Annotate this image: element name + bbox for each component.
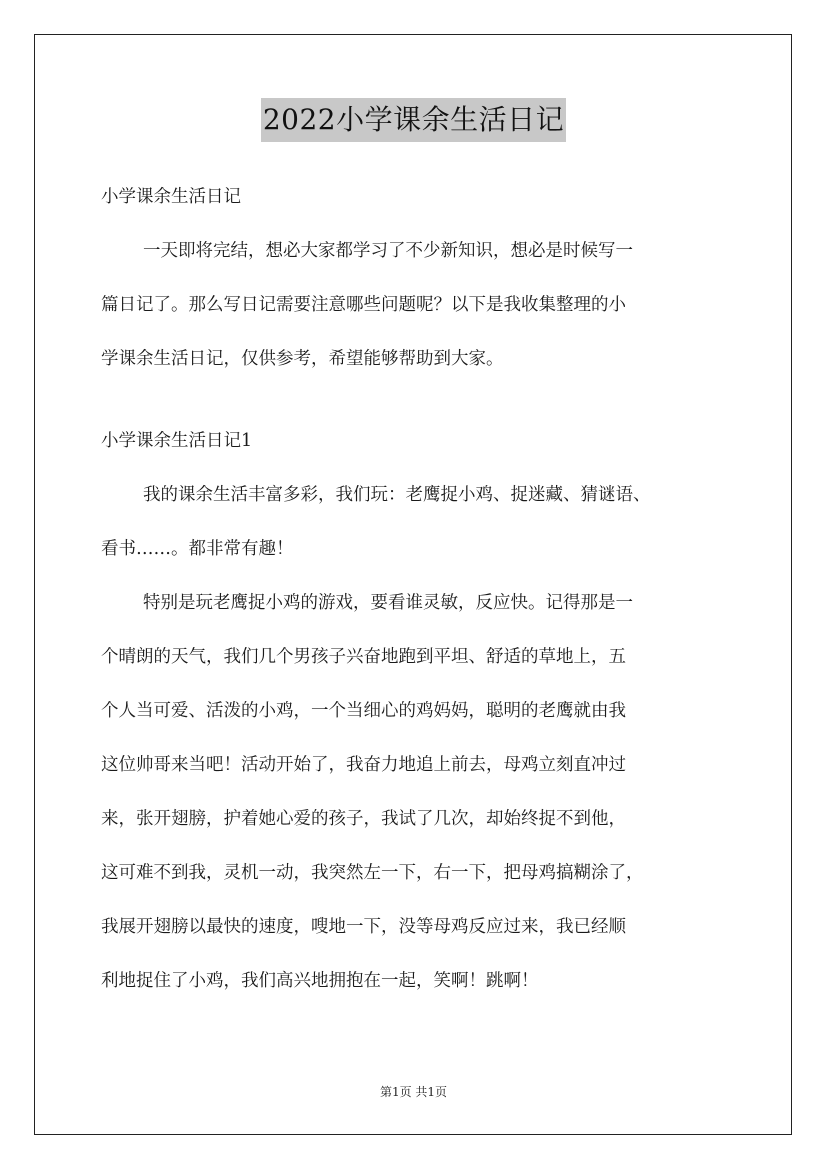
intro-line: 篇日记了。那么写日记需要注意哪些问题呢？以下是我收集整理的小 [101,295,626,315]
paragraph-gap [101,386,729,414]
document-title: 2022小学课余生活日记 [261,98,566,142]
intro-line: 学课余生活日记，仅供参考，希望能够帮助到大家。 [101,349,504,369]
paragraph-line: 来，张开翅膀，护着她心爱的孩子，我试了几次，却始终捉不到他， [101,809,626,829]
document-body [101,170,729,1008]
page-footer: 第1页 共1页 [379,1085,448,1099]
paragraph-line: 利地捉住了小鸡，我们高兴地拥抱在一起，笑啊！跳啊！ [101,971,539,991]
intro-heading: 小学课余生活日记 [101,187,241,207]
paragraph-line: 看书……。都非常有趣！ [101,539,294,559]
intro-line: 一天即将完结，想必大家都学习了不少新知识，想必是时候写一 [143,241,633,261]
title-wrap [0,98,827,142]
paragraph-line: 这位帅哥来当吧！活动开始了，我奋力地追上前去，母鸡立刻直冲过 [101,755,626,775]
section-heading: 小学课余生活日记1 [101,431,253,451]
paragraph-line: 我的课余生活丰富多彩，我们玩：老鹰捉小鸡、捉迷藏、猜谜语、 [143,485,651,505]
paragraph-line: 个人当可爱、活泼的小鸡，一个当细心的鸡妈妈，聪明的老鹰就由我 [101,701,626,721]
paragraph-line: 我展开翅膀以最快的速度，嗖地一下，没等母鸡反应过来，我已经顺 [101,917,626,937]
paragraph-line: 特别是玩老鹰捉小鸡的游戏，要看谁灵敏，反应快。记得那是一 [143,593,633,613]
paragraph-line: 个晴朗的天气，我们几个男孩子兴奋地跑到平坦、舒适的草地上，五 [101,647,626,667]
paragraph-line: 这可难不到我，灵机一动，我突然左一下，右一下，把母鸡搞糊涂了， [101,863,644,883]
